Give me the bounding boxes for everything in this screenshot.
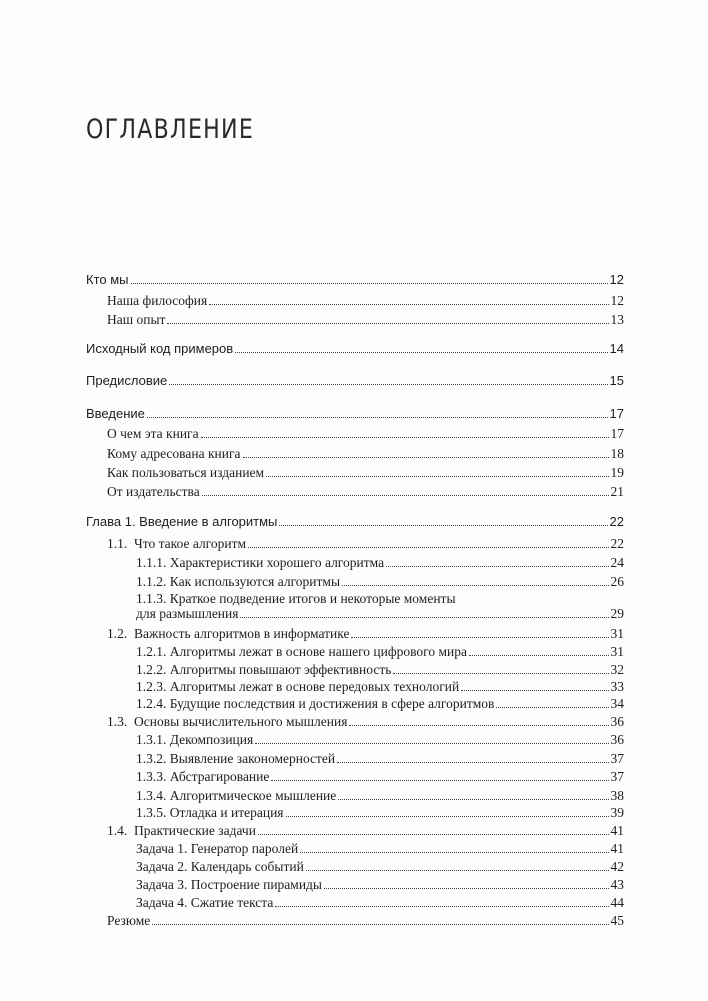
toc-entry-text: 1.2.2. Алгоритмы повышают эффективность: [136, 662, 392, 677]
toc-page-number: 41: [610, 841, 624, 856]
toc-entry-text: 1.3.3. Абстрагирование: [136, 769, 270, 784]
toc-entry-text: для размышления: [136, 606, 239, 621]
toc-page-number: 12: [610, 293, 624, 308]
toc-page-number: 31: [610, 644, 624, 659]
toc-page-number: 18: [610, 446, 624, 461]
toc-leader-dots: [240, 617, 608, 618]
toc-leader-dots: [300, 852, 608, 853]
toc-page-number: 19: [610, 465, 624, 480]
toc-page-number: 36: [610, 714, 624, 729]
toc-leader-dots: [386, 566, 608, 567]
toc-entry-text: От издательства: [107, 484, 200, 499]
toc-page-number: 22: [609, 514, 624, 529]
toc-entry-task-2[interactable]: [136, 858, 624, 876]
toc-entry-text: 1.2. Важность алгоритмов в информатике: [107, 626, 350, 641]
toc-leader-dots: [496, 707, 608, 708]
toc-entry-preface[interactable]: [86, 372, 624, 390]
toc-page-number: 24: [610, 555, 624, 570]
toc-entry-text: Наша философия: [107, 293, 208, 308]
toc-leader-dots: [201, 437, 609, 438]
toc-leader-dots: [131, 283, 608, 284]
toc-leader-dots: [248, 547, 608, 548]
toc-leader-dots: [337, 762, 608, 763]
toc-leader-dots: [324, 888, 609, 889]
toc-entry-1-3-5[interactable]: [136, 804, 624, 822]
toc-entry-task-4[interactable]: [136, 894, 624, 912]
toc-entry-text: 1.2.1. Алгоритмы лежат в основе нашего цифрового мира: [136, 644, 467, 659]
toc-entry-source-code[interactable]: [86, 340, 624, 358]
toc-entry-1-2-3[interactable]: [136, 678, 624, 696]
toc-entry-text: 1.3.5. Отладка и итерация: [136, 805, 284, 820]
toc-page-number: 32: [610, 662, 624, 677]
toc-entry-1-2[interactable]: [107, 625, 624, 643]
toc-entry-text: Кому адресована книга: [107, 446, 241, 461]
toc-entry-text: Задача 4. Сжатие текста: [136, 895, 274, 910]
toc-entry-1-3-4[interactable]: [136, 787, 624, 805]
toc-leader-dots: [266, 476, 608, 477]
toc-page-number: 21: [610, 484, 624, 499]
toc-page-number: 22: [610, 536, 624, 551]
toc-entry-text: Как пользоваться изданием: [107, 465, 265, 480]
toc-page-number: 13: [610, 312, 624, 327]
toc-leader-dots: [147, 417, 608, 418]
toc-leader-dots: [279, 525, 607, 526]
toc-entry-how-to-use[interactable]: [107, 464, 624, 482]
toc-page-number: 14: [609, 341, 624, 356]
toc-leader-dots: [271, 780, 608, 781]
toc-page-number: 29: [610, 606, 624, 621]
toc-entry-text: Задача 2. Календарь событий: [136, 859, 304, 874]
toc-leader-dots: [393, 673, 608, 674]
toc-entry-1-2-2[interactable]: [136, 661, 624, 679]
toc-leader-dots: [255, 743, 608, 744]
toc-leader-dots: [306, 870, 609, 871]
toc-entry-text: 1.3. Основы вычислительного мышления: [107, 714, 348, 729]
toc-page-number: 44: [610, 895, 624, 910]
page-title: ОГЛАВЛЕНИЕ: [86, 114, 255, 145]
toc-page-number: 45: [610, 913, 624, 928]
toc-entry-1-2-4[interactable]: [136, 695, 624, 713]
toc-leader-dots: [258, 834, 609, 835]
toc-entry-philosophy[interactable]: [107, 292, 624, 310]
toc-entry-text: Кто мы: [86, 272, 129, 287]
toc-entry-task-3[interactable]: [136, 876, 624, 894]
toc-entry-text: Глава 1. Введение в алгоритмы: [86, 514, 278, 529]
toc-entry-1-4[interactable]: [107, 822, 624, 840]
toc-page-number: 34: [610, 696, 624, 711]
toc-leader-dots: [209, 304, 608, 305]
toc-entry-summary[interactable]: [107, 912, 624, 930]
toc-entry-1-3-2[interactable]: [136, 750, 624, 768]
toc-entry-1-3-3[interactable]: [136, 768, 624, 786]
toc-entry-1-1-1[interactable]: [136, 554, 624, 572]
toc-page-number: 12: [609, 272, 624, 287]
toc-leader-dots: [349, 725, 608, 726]
toc-entry-text: Задача 3. Построение пирамиды: [136, 877, 322, 892]
toc-leader-dots: [275, 906, 608, 907]
toc-page-number: 43: [610, 877, 624, 892]
toc-leader-dots: [286, 816, 609, 817]
toc-entry-text: Введение: [86, 406, 145, 421]
toc-entry-text: 1.4. Практические задачи: [107, 823, 256, 838]
toc-entry-1-1[interactable]: [107, 535, 624, 553]
toc-entry-text: 1.1.2. Как используются алгоритмы: [136, 574, 341, 589]
toc-leader-dots: [469, 655, 609, 656]
toc-entry-1-3[interactable]: [107, 713, 624, 731]
toc-entry-audience[interactable]: [107, 445, 624, 463]
toc-entry-text: 1.1. Что такое алгоритм: [107, 536, 247, 551]
toc-entry-text: О чем эта книга: [107, 426, 199, 441]
toc-page-number: 31: [610, 626, 624, 641]
toc-entry-from-publisher[interactable]: [107, 483, 624, 501]
toc-page-number: 33: [610, 679, 624, 694]
toc-page-number: 41: [610, 823, 624, 838]
toc-entry-text: Наш опыт: [107, 312, 166, 327]
toc-page-number: 17: [610, 426, 624, 441]
toc-leader-dots: [342, 585, 608, 586]
toc-page-number: 42: [610, 859, 624, 874]
toc-entry-text: Исходный код примеров: [86, 341, 234, 356]
toc-entry-text: 1.2.3. Алгоритмы лежат в основе передовых технологий: [136, 679, 460, 694]
toc-leader-dots: [338, 799, 608, 800]
toc-page-number: 15: [609, 373, 624, 388]
toc-leader-dots: [152, 924, 608, 925]
toc-entry-1-1-3[interactable]: [136, 605, 624, 623]
toc-entry-about-book[interactable]: [107, 425, 624, 443]
toc-leader-dots: [235, 352, 607, 353]
toc-leader-dots: [243, 457, 609, 458]
toc-entry-task-1[interactable]: [136, 840, 624, 858]
toc-leader-dots: [169, 384, 607, 385]
toc-entry-chapter-1[interactable]: [86, 513, 624, 531]
toc-entry-text: Предисловие: [86, 373, 168, 388]
toc-page-number: 26: [610, 574, 624, 589]
toc-entry-1-3-1[interactable]: [136, 731, 624, 749]
toc-entry-text: 1.3.4. Алгоритмическое мышление: [136, 788, 337, 803]
toc-page-number: 36: [610, 732, 624, 747]
toc-entry-text: 1.2.4. Будущие последствия и достижения в сфере алгоритмов: [136, 696, 495, 711]
toc-page-number: 37: [610, 769, 624, 784]
toc-entry-text: 1.1.1. Характеристики хорошего алгоритма: [136, 555, 385, 570]
toc-entry-text: Резюме: [107, 913, 151, 928]
toc-entry-text: Задача 1. Генератор паролей: [136, 841, 299, 856]
toc-entry-1-1-3-line1[interactable]: 1.1.3. Краткое подведение итогов и некоторые моменты: [136, 591, 456, 606]
toc-entry-experience[interactable]: [107, 311, 624, 329]
toc-entry-1-1-2[interactable]: [136, 573, 624, 591]
toc-page-number: 38: [610, 788, 624, 803]
toc-entry-who-we-are[interactable]: [86, 271, 624, 289]
toc-page-number: 17: [609, 406, 624, 421]
toc-entry-text: 1.3.2. Выявление закономерностей: [136, 751, 336, 766]
toc-leader-dots: [351, 637, 608, 638]
toc-leader-dots: [461, 690, 608, 691]
toc-leader-dots: [202, 495, 609, 496]
toc-leader-dots: [167, 323, 608, 324]
toc-page-number: 37: [610, 751, 624, 766]
toc-entry-introduction[interactable]: [86, 405, 624, 423]
toc-entry-1-2-1[interactable]: [136, 643, 624, 661]
toc-entry-text: 1.3.1. Декомпозиция: [136, 732, 254, 747]
toc-page-number: 39: [610, 805, 624, 820]
